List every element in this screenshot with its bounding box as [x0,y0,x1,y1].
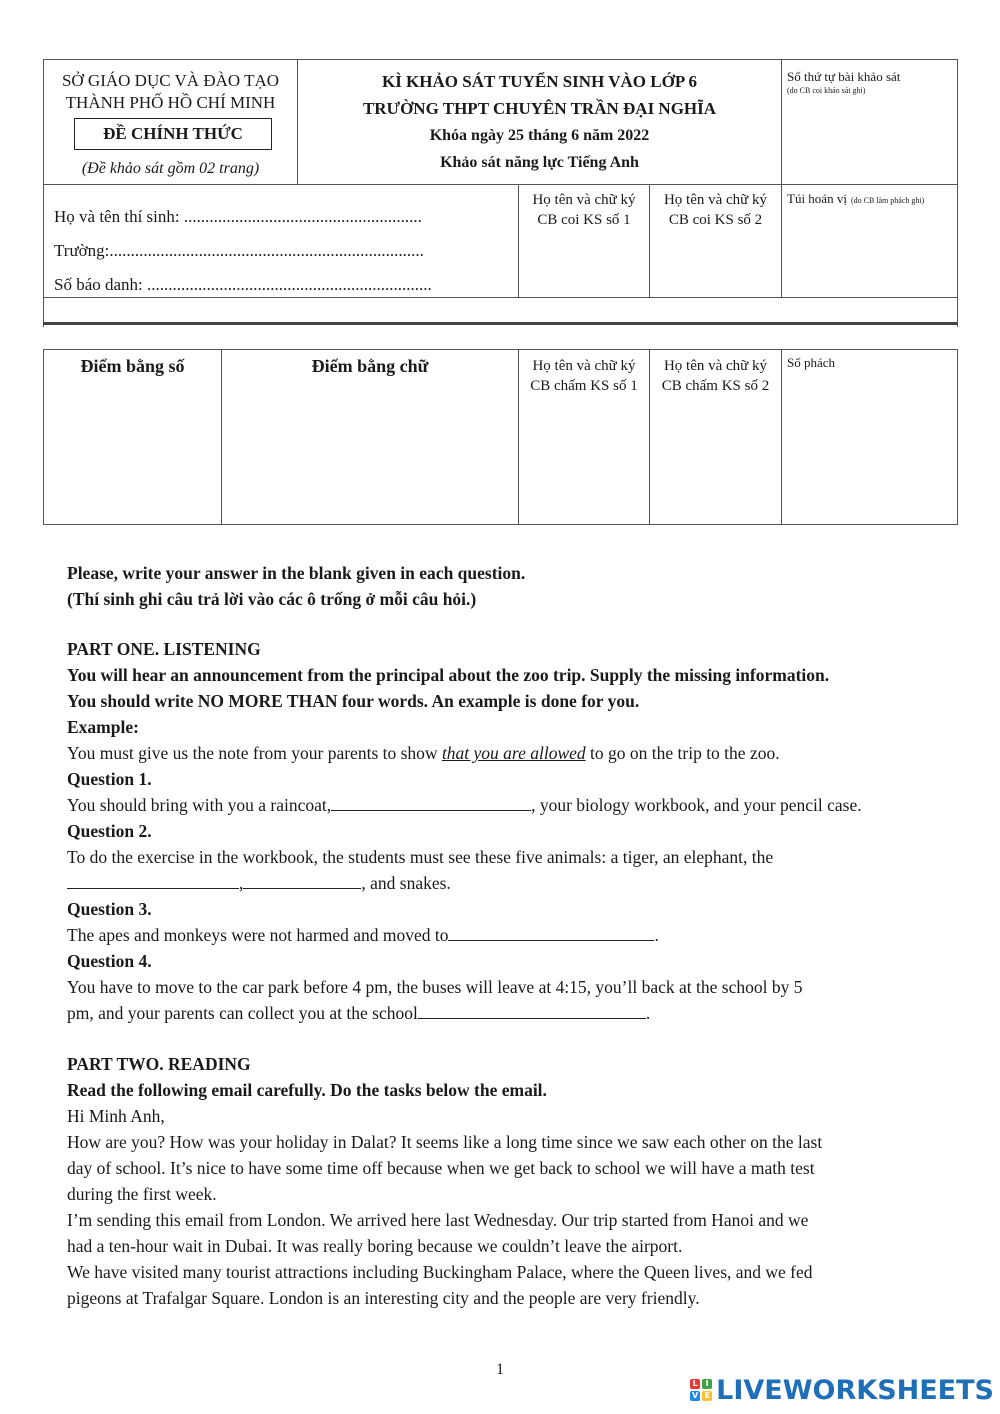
q4-before: pm, and your parents can collect you at the school [67,1003,418,1023]
part-one-task-line-2: You should write NO MORE THAN four words. An example is done for you. [67,691,640,711]
code-label: Số phách [787,355,836,370]
department-line-1: SỞ GIÁO DỤC VÀ ĐÀO TẠO [61,71,280,90]
pages-note: (Đề khảo sát gồm 02 trang) [81,160,260,177]
proctor-2-signature [650,190,781,230]
q2-answer-blank-1[interactable] [67,872,239,889]
q1-before: You should bring with you a raincoat, [67,795,332,815]
part-two-title: PART TWO. READING [67,1054,251,1074]
question-1-label: Question 1. [67,769,152,789]
department-line-2: THÀNH PHỐ HỒ CHÍ MINH [65,93,276,112]
q2-comma: , [239,873,244,893]
question-3-label: Question 3. [67,899,152,919]
email-p1-line-1: How are you? How was your holiday in Dalat? It seems like a long time since we saw each other on the last [67,1132,823,1152]
order-number-cell [787,70,955,98]
proctor-1-sub: CB coi KS số 1 [537,212,631,228]
score-number-label: Điểm bằng số [80,356,185,376]
question-2-blanks [67,870,967,896]
grader-1-signature [519,356,649,396]
logo-mark-letter: E [702,1391,712,1401]
part-two-reading [67,1051,967,1311]
bag-label: Túi hoán vị [787,191,847,206]
grader-1-sub: CB chấm KS số 1 [530,378,638,394]
q2-line-1: To do the exercise in the workbook, the students must see these five animals: a tiger, an elephant, the [67,847,774,867]
exam-subject: Khảo sát năng lực Tiếng Anh [440,154,639,171]
part-one-listening [67,636,967,1026]
grader-1-label: Họ tên và chữ ký [532,358,636,374]
q4-after: . [645,1003,651,1023]
grader-2-sub: CB chấm KS số 2 [661,378,770,394]
candidate-name-field[interactable]: Họ và tên thí sinh: ........................................................ [54,207,422,226]
q2-after: , and snakes. [361,873,451,893]
email-p1-line-3: during the first week. [67,1184,217,1204]
email-p1-line-2: day of school. It’s nice to have some time off because when we get back to school we will have a math test [67,1158,815,1178]
logo-mark-letter: L [690,1379,700,1389]
logo-text: LIVEWORKSHEETS [716,1374,994,1406]
example-after: to go on the trip to the zoo. [585,743,780,763]
page-number: 1 [496,1361,504,1378]
exam-title: KÌ KHẢO SÁT TUYỂN SINH VÀO LỚP 6 [381,72,698,91]
proctor-1-signature [519,190,649,230]
order-number-label: Số thứ tự bài khảo sát [787,69,901,84]
proctor-2-label: Họ tên và chữ ký [663,192,768,208]
instructions [67,560,967,612]
logo-mark-icon [690,1379,712,1401]
proctor-1-label: Họ tên và chữ ký [532,192,636,208]
instructions-en: Please, write your answer in the blank given in each question. [67,563,526,583]
email-p3-line-1: We have visited many tourist attractions including Buckingham Palace, where the Queen lives, and we fed [67,1262,813,1282]
candidate-school-field[interactable]: Trường:.......................................................................... [54,241,424,260]
q1-after: , your biology workbook, and your pencil case. [531,795,862,815]
part-one-title: PART ONE. LISTENING [67,639,261,659]
question-4-label: Question 4. [67,951,152,971]
q4-line-1: You have to move to the car park before 4 pm, the buses will leave at 4:15, you’ll back at the school by 5 [67,977,803,997]
question-3 [67,922,967,948]
example-answer: that you are allowed [441,743,586,763]
school-title: TRƯỜNG THPT CHUYÊN TRẦN ĐẠI NGHĨA [362,99,717,118]
question-2-label: Question 2. [67,821,152,841]
q1-answer-blank[interactable] [331,794,531,811]
question-1 [67,792,967,818]
q3-answer-blank[interactable] [448,924,654,941]
instructions-vi: (Thí sinh ghi câu trả lời vào các ô trống ở mỗi câu hỏi.) [67,589,477,609]
score-word-label: Điểm bằng chữ [311,356,429,376]
part-one-task-line-1: You will hear an announcement from the principal about the zoo trip. Supply the missing information. [67,665,830,685]
grader-2-signature [650,356,781,396]
exam-title-block [298,68,781,176]
bag-cell [787,190,955,208]
grader-2-label: Họ tên và chữ ký [663,358,768,374]
candidate-info [54,200,514,302]
part-two-task: Read the following email carefully. Do the tasks below the email. [67,1080,547,1100]
logo-mark-letter: V [692,1391,699,1400]
official-exam-label: ĐỀ CHÍNH THỨC [74,118,272,150]
logo-mark-letter: I [702,1379,712,1389]
q3-after: . [654,925,659,945]
question-4 [67,1000,967,1026]
example-sentence [67,740,967,766]
exam-date: Khóa ngày 25 tháng 6 năm 2022 [429,127,650,144]
example-before: You must give us the note from your parents to show [67,743,442,763]
email-greeting: Hi Minh Anh, [67,1106,165,1126]
bag-note: (do CB làm phách ghi) [850,196,925,205]
example-label: Example: [67,717,139,737]
department-name [44,70,297,114]
email-p2-line-1: I’m sending this email from London. We arrived here last Wednesday. Our trip started from Hanoi and we [67,1210,809,1230]
q2-answer-blank-2[interactable] [243,872,361,889]
q4-answer-blank[interactable] [418,1002,646,1019]
q3-before: The apes and monkeys were not harmed and moved to [67,925,449,945]
email-p3-line-2: pigeons at Trafalgar Square. London is an interesting city and the people are very friendly. [67,1288,700,1308]
proctor-2-sub: CB coi KS số 2 [668,212,763,228]
order-number-note: (do CB coi khảo sát ghi) [787,86,866,95]
email-p2-line-2: had a ten-hour wait in Dubai. It was really boring because we couldn’t leave the airport. [67,1236,683,1256]
liveworksheets-logo[interactable] [690,1370,994,1410]
candidate-id-field[interactable]: Số báo danh: ................................................................... [54,275,432,294]
